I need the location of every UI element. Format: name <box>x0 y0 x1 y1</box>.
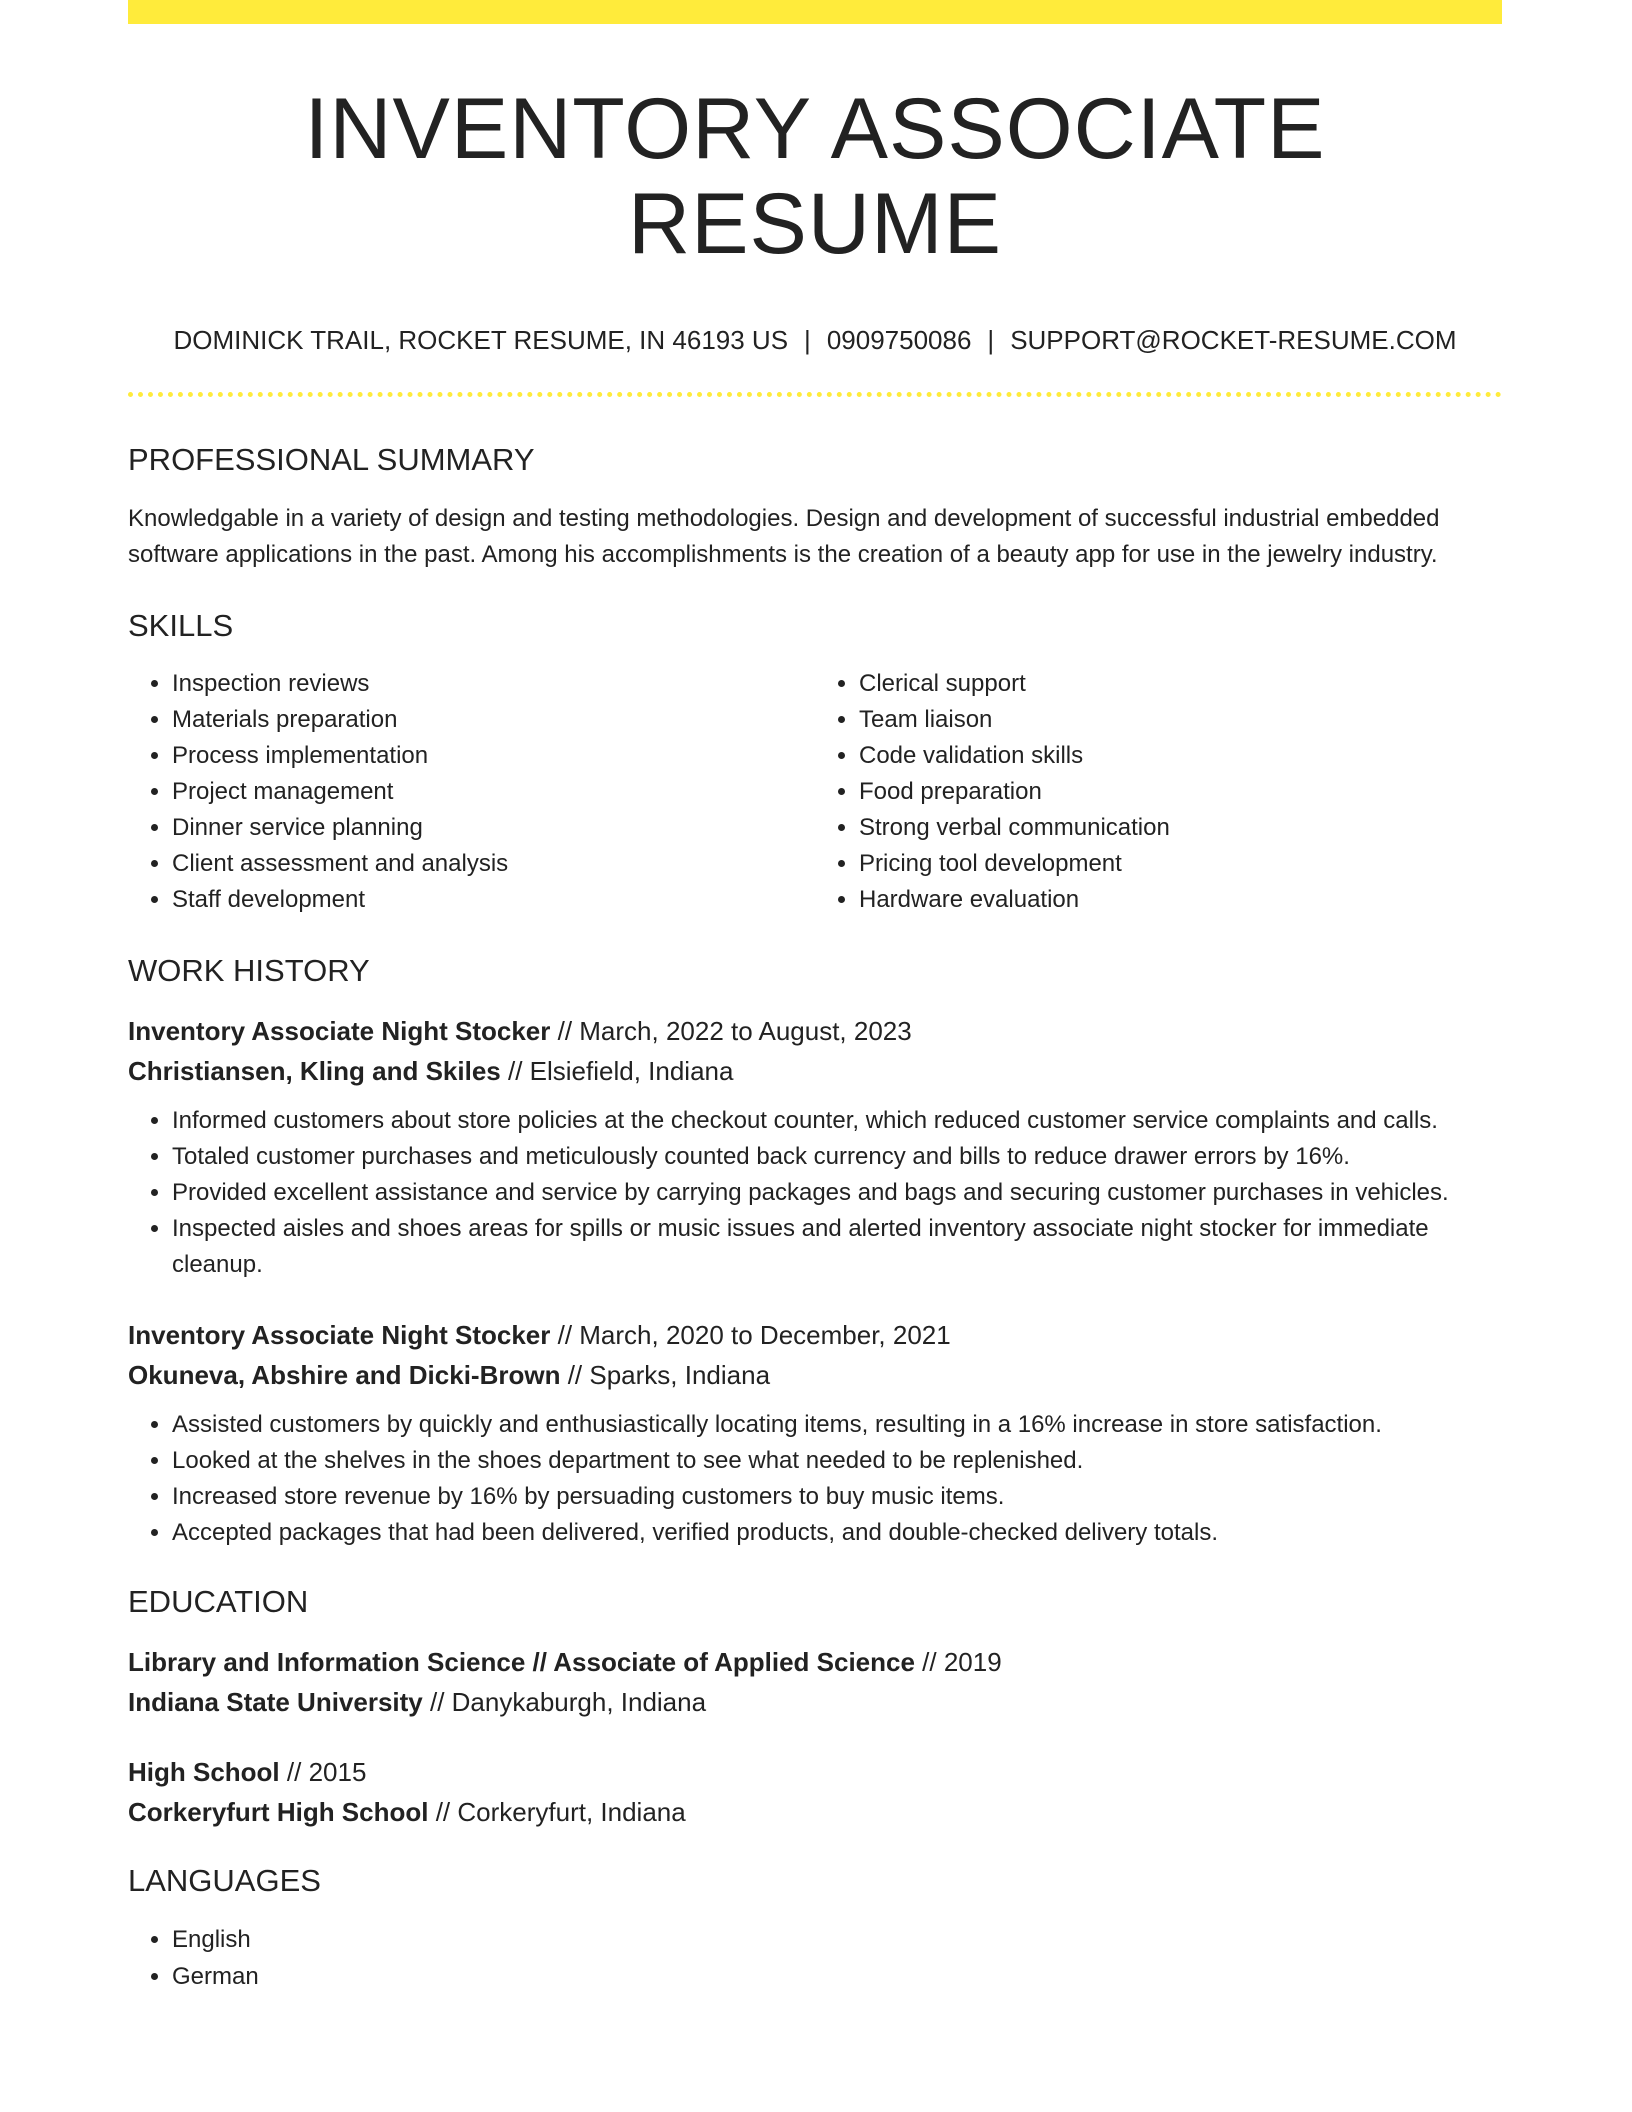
skill-item: • Process implementation <box>172 738 815 774</box>
job-role-line <box>128 1011 1502 1051</box>
education-entry <box>128 1752 1502 1832</box>
job-bullet: • Increased store revenue by 16% by persuading customers to buy music items. <box>172 1479 1502 1515</box>
education-degree: Library and Information Science // Associate of Applied Science <box>128 1647 915 1678</box>
skill-item: • Food preparation <box>859 774 1502 810</box>
job-bullet: • Provided excellent assistance and service by carrying packages and bags and securing customer purchases in vehicles. <box>172 1175 1502 1211</box>
job-bullet: • Accepted packages that had been delivered, verified products, and double-checked delivery totals. <box>172 1515 1502 1551</box>
job-bullet: • Totaled customer purchases and meticulously counted back currency and bills to reduce drawer errors by 16%. <box>172 1139 1502 1175</box>
job-location: // Elsiefield, Indiana <box>500 1055 734 1086</box>
contact-address: DOMINICK TRAIL, ROCKET RESUME, IN 46193 US <box>173 325 789 356</box>
job-company-line <box>128 1051 1502 1091</box>
job-role: Inventory Associate Night Stocker <box>128 1319 551 1350</box>
education-degree: High School <box>128 1757 280 1788</box>
job-bullets <box>128 1103 1502 1283</box>
accent-top-bar <box>128 0 1502 24</box>
education-school-line <box>128 1792 1502 1832</box>
skills-right-list <box>815 666 1502 918</box>
education-location: // Danykaburgh, Indiana <box>422 1687 707 1718</box>
summary-heading: PROFESSIONAL SUMMARY <box>128 442 535 478</box>
language-item: • German <box>172 1958 1502 1995</box>
resume-title: INVENTORY ASSOCIATE RESUME <box>304 81 1326 272</box>
contact-separator: | <box>804 325 811 356</box>
education-location: // Corkeryfurt, Indiana <box>428 1797 686 1828</box>
skill-item: • Project management <box>172 774 815 810</box>
skill-item: • Dinner service planning <box>172 810 815 846</box>
education-school: Indiana State University <box>128 1687 423 1718</box>
resume-page <box>128 0 1502 1995</box>
contact-email[interactable]: SUPPORT@ROCKET-RESUME.COM <box>1010 325 1457 356</box>
education-degree-line <box>128 1642 1502 1682</box>
dotted-divider <box>128 392 1502 397</box>
job-bullet: • Inspected aisles and shoes areas for spills or music issues and alerted inventory associate night stocker for immediate cleanup. <box>172 1211 1502 1283</box>
skill-item: • Clerical support <box>859 666 1502 702</box>
job-bullet: • Looked at the shelves in the shoes department to see what needed to be replenished. <box>172 1443 1502 1479</box>
education-school: Corkeryfurt High School <box>128 1797 429 1828</box>
education-school-line <box>128 1682 1502 1722</box>
job-location: // Sparks, Indiana <box>560 1359 771 1390</box>
contact-phone: 0909750086 <box>826 325 972 356</box>
job-role-line <box>128 1315 1502 1355</box>
job-company: Christiansen, Kling and Skiles <box>128 1055 501 1086</box>
job-company-line <box>128 1355 1502 1395</box>
skill-item: • Team liaison <box>859 702 1502 738</box>
skill-item: • Strong verbal communication <box>859 810 1502 846</box>
education-degree-line <box>128 1752 1502 1792</box>
skill-item: • Staff development <box>172 882 815 918</box>
job-dates: // March, 2020 to December, 2021 <box>550 1319 951 1350</box>
summary-text: Knowledgable in a variety of design and testing methodologies. Design and development of successful industrial embedded software applications in the past. Among his accomplishments is the creation of a beauty app for use in the jewelry industry. <box>128 504 1440 568</box>
skills-left-list <box>128 666 815 918</box>
work-history-heading: WORK HISTORY <box>128 952 370 988</box>
skill-item: • Code validation skills <box>859 738 1502 774</box>
skill-item: • Pricing tool development <box>859 846 1502 882</box>
education-year: // 2019 <box>914 1647 1002 1678</box>
skill-item: • Hardware evaluation <box>859 882 1502 918</box>
job-bullets <box>128 1407 1502 1551</box>
education-heading: EDUCATION <box>128 1583 309 1619</box>
job-entry <box>128 1315 1502 1551</box>
languages-list <box>128 1921 1502 1995</box>
job-bullet: • Informed customers about store policies at the checkout counter, which reduced customer service complaints and calls. <box>172 1103 1502 1139</box>
skills-columns <box>128 666 1502 918</box>
skill-item: • Inspection reviews <box>172 666 815 702</box>
contact-line <box>128 325 1502 356</box>
job-company: Okuneva, Abshire and Dicki-Brown <box>128 1359 561 1390</box>
education-year: // 2015 <box>279 1757 367 1788</box>
language-item: • English <box>172 1921 1502 1958</box>
job-entry <box>128 1011 1502 1283</box>
education-entry <box>128 1642 1502 1722</box>
languages-heading: LANGUAGES <box>128 1863 321 1899</box>
skills-heading: SKILLS <box>128 607 234 643</box>
job-dates: // March, 2022 to August, 2023 <box>550 1015 912 1046</box>
job-role: Inventory Associate Night Stocker <box>128 1015 551 1046</box>
skill-item: • Materials preparation <box>172 702 815 738</box>
skill-item: • Client assessment and analysis <box>172 846 815 882</box>
contact-separator: | <box>987 325 995 356</box>
job-bullet: • Assisted customers by quickly and enthusiastically locating items, resulting in a 16% increase in store satisfaction. <box>172 1407 1502 1443</box>
